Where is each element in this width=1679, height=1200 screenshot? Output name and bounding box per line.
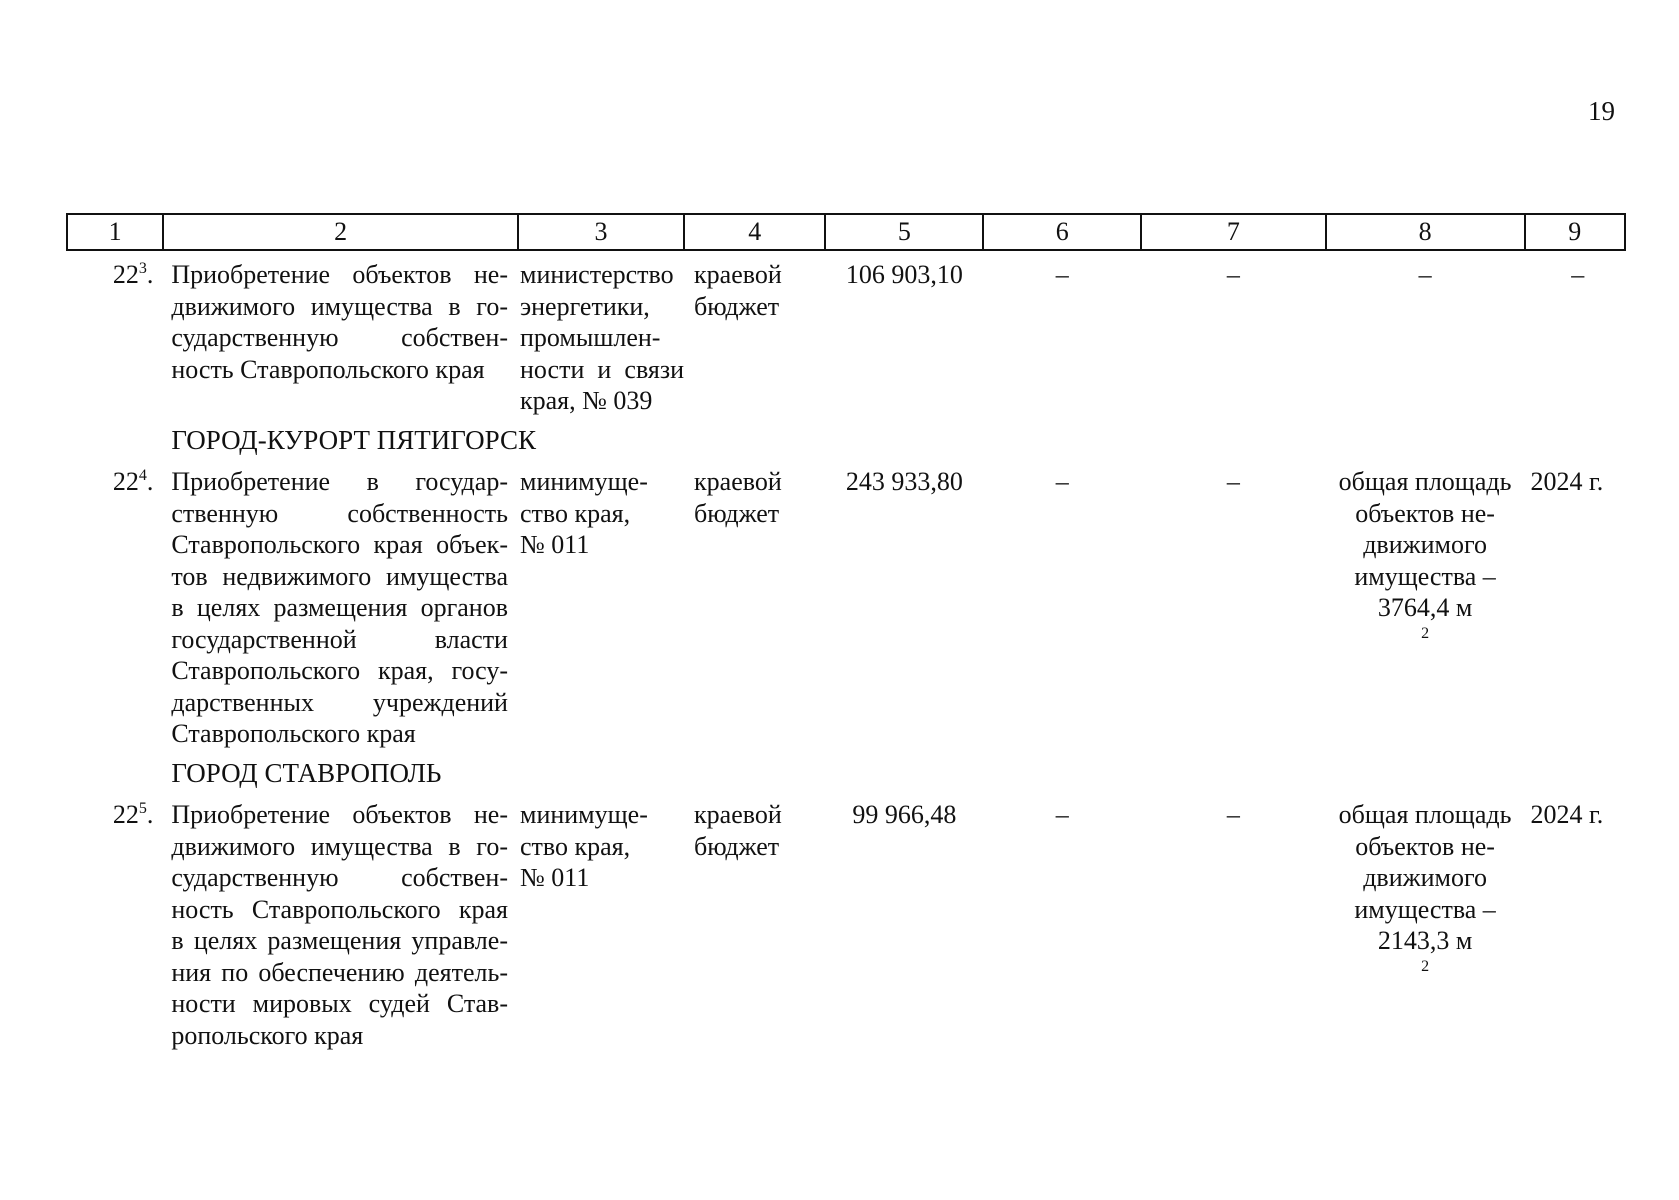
col-header-1: 1: [67, 214, 163, 250]
deadline: 2024 г.: [1530, 467, 1604, 496]
col-header-3: 3: [518, 214, 684, 250]
section-title: ГОРОД-КУРОРТ ПЯТИГОРСК: [171, 424, 537, 455]
col7-value: –: [1226, 800, 1240, 829]
page-number: 19: [1588, 96, 1615, 126]
result-indicator: –: [1418, 260, 1432, 289]
col7-value: –: [1226, 467, 1240, 496]
funding-source: краевой бюджет: [694, 260, 782, 321]
result-indicator: общая площадь объектов не- движимого имущества – 2143,3 м 2: [1338, 800, 1512, 975]
col-header-4: 4: [684, 214, 825, 250]
col-header-5: 5: [825, 214, 983, 250]
section-title: ГОРОД СТАВРОПОЛЬ: [171, 757, 442, 788]
col7-value: –: [1226, 260, 1240, 289]
measure-name: Приобретение объектов не- движимого имущества в го- сударственную собствен- ность Ставропольского края в целях размещения управле- ния по обеспечению деятель- ности мировых судей Став- ропольского края: [171, 800, 508, 1050]
col-header-9: 9: [1525, 214, 1626, 250]
amount: 99 966,48: [852, 800, 957, 829]
col-header-8: 8: [1326, 214, 1525, 250]
executor: минимуще- ство края, № 011: [519, 467, 648, 559]
funding-source: краевой бюджет: [694, 800, 782, 861]
funding-source: краевой бюджет: [694, 467, 782, 528]
table-row: [67, 791, 1625, 1051]
measure-name: Приобретение объектов не- движимого имущества в го- сударственную собствен- ность Ставропольского края: [171, 260, 508, 384]
row-number: $22^4$.: [112, 467, 154, 496]
row-number: $22^3$.: [112, 260, 154, 289]
section-row: [67, 750, 1625, 792]
executor: министерство энергетики, промышлен- ности и связи края, № 039: [519, 260, 685, 415]
amount: 243 933,80: [845, 467, 963, 496]
executor: минимуще- ство края, № 011: [519, 800, 648, 892]
header-row: [67, 214, 1625, 250]
program-table: [66, 213, 1626, 1051]
col6-value: –: [1055, 260, 1069, 289]
section-row: [67, 417, 1625, 459]
table-row: [67, 250, 1625, 417]
col-header-7: 7: [1141, 214, 1326, 250]
deadline: –: [1571, 260, 1585, 289]
col6-value: –: [1055, 467, 1069, 496]
measure-name: Приобретение в государ- ственную собственность Ставропольского края объек- тов недвижимого имущества в целях размещения органов государственной власти Ставропольского края, госу- дарственных учреждений Ставропольского края: [171, 467, 508, 748]
deadline: 2024 г.: [1530, 800, 1604, 829]
amount: 106 903,10: [845, 260, 963, 289]
col6-value: –: [1055, 800, 1069, 829]
result-indicator: общая площадь объектов не- движимого имущества – 3764,4 м 2: [1338, 467, 1512, 642]
col-header-6: 6: [983, 214, 1141, 250]
table-row: [67, 458, 1625, 750]
row-number: $22^5$.: [112, 800, 154, 829]
col-header-2: 2: [163, 214, 518, 250]
